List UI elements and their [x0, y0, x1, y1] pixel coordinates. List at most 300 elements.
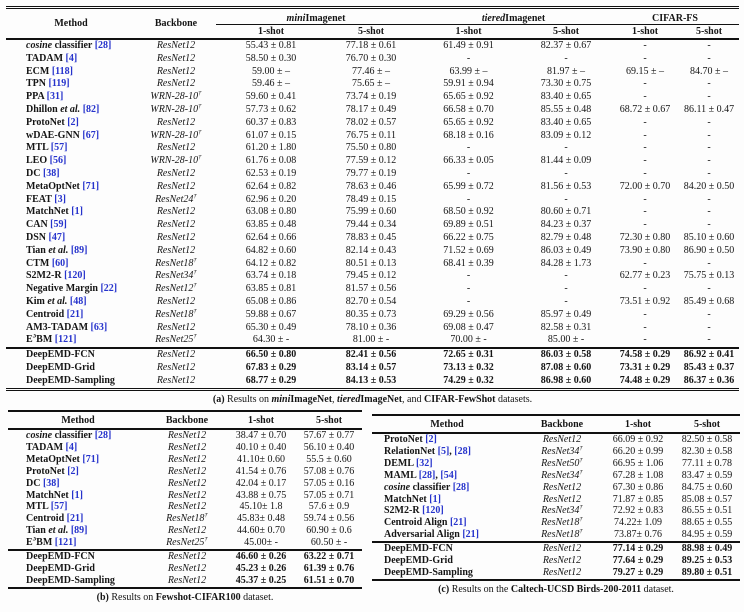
- table-row: [6, 270, 739, 283]
- method-cell: CAN [59]: [26, 219, 67, 231]
- value-cell: -: [564, 142, 568, 154]
- table-b-caption: (b) Results on Fewshot-CIFAR100 dataset.: [96, 591, 274, 603]
- citation-link[interactable]: [82]: [82, 103, 100, 115]
- header-row: [8, 411, 362, 429]
- value-cell: 71.52 ± 0.69: [443, 244, 494, 256]
- backbone-cell: ResNet12: [542, 555, 582, 567]
- value-cell: 79.27 ± 0.29: [612, 566, 664, 578]
- method-cell: Tian et al. [89]: [26, 525, 88, 537]
- value-cell: 84.28 ± 1.73: [540, 257, 592, 269]
- method-cell: MTL [57]: [26, 142, 68, 154]
- backbone-cell: ResNet12: [167, 430, 207, 441]
- value-cell: 60.50 ± -: [310, 537, 348, 549]
- value-cell: 45.00± -: [244, 537, 278, 549]
- value-cell: 78.10 ± 0.36: [345, 321, 397, 333]
- backbone-cell: ResNet18†: [155, 257, 197, 269]
- table-row: [6, 375, 739, 389]
- backbone-cell: ResNet34†: [541, 445, 583, 457]
- backbone-cell: ResNet12: [156, 321, 196, 333]
- value-cell: 46.60 ± 0.26: [226, 550, 296, 563]
- backbone-cell: ResNet34†: [541, 469, 583, 481]
- value-cell: 63.74 ± 0.18: [245, 270, 297, 282]
- citation-link[interactable]: [56]: [49, 155, 67, 167]
- citation-link[interactable]: [48]: [69, 295, 87, 307]
- citation-link[interactable]: [22]: [100, 283, 118, 295]
- table-row: [8, 490, 362, 502]
- backbone-cell: ResNet12: [542, 566, 582, 578]
- group-header-tieredimagenet: tieredImagenet: [416, 8, 611, 25]
- table-row: [8, 478, 362, 490]
- method-cell: S2M2-R [120]: [26, 270, 86, 282]
- citation-link[interactable]: [28]: [418, 469, 436, 481]
- citation-link[interactable]: [28]: [94, 40, 112, 51]
- column-header-1shot: 1-shot: [216, 25, 326, 40]
- value-cell: 70.00 ± -: [450, 334, 487, 346]
- table-row: [372, 517, 740, 529]
- value-cell: -: [707, 321, 711, 333]
- table-row: [6, 130, 739, 143]
- citation-link[interactable]: [1]: [429, 493, 441, 505]
- value-cell: 55.5 ± 0.60: [306, 453, 352, 465]
- value-cell: 77.59 ± 0.12: [345, 155, 397, 167]
- value-cell: -: [643, 308, 647, 320]
- value-cell: 71.87 ± 0.85: [612, 493, 664, 505]
- value-cell: -: [466, 295, 471, 307]
- value-cell: 83.47 ± 0.59: [681, 469, 733, 481]
- value-cell: 77.64 ± 0.29: [612, 555, 664, 567]
- value-cell: 63.85 ± 0.48: [245, 219, 297, 231]
- value-cell: -: [643, 116, 647, 128]
- value-cell: 82.37 ± 0.67: [540, 40, 592, 51]
- value-cell: 59.60 ± 0.41: [245, 91, 297, 103]
- value-cell: 62.96 ± 0.20: [245, 193, 297, 205]
- method-cell: RelationNet [5], [28]: [384, 445, 471, 457]
- method-cell: DEML [32]: [384, 457, 433, 469]
- value-cell: 59.46 ± –: [252, 78, 290, 90]
- method-cell: MTL [57]: [26, 501, 68, 513]
- value-cell: 86.98 ± 0.60: [540, 374, 592, 386]
- citation-link[interactable]: [21]: [66, 513, 84, 525]
- value-cell: 64.82 ± 0.60: [245, 244, 297, 256]
- table-row: [372, 529, 740, 542]
- value-cell: 63.99 ± –: [449, 65, 488, 77]
- value-cell: -: [466, 270, 471, 282]
- value-cell: 82.50 ± 0.58: [681, 434, 733, 445]
- table-row: [8, 429, 362, 442]
- method-cell: ProtoNet [2]: [384, 434, 437, 445]
- table-row: [8, 454, 362, 466]
- backbone-cell: WRN-28-10†: [150, 103, 202, 115]
- value-cell: 62.53 ± 0.19: [245, 167, 297, 179]
- value-cell: 60.90 ± 0.6: [306, 525, 352, 537]
- citation-link[interactable]: [59]: [50, 219, 67, 231]
- column-header-method: Method: [8, 411, 148, 429]
- citation-link[interactable]: [38]: [42, 167, 60, 179]
- value-cell: 74.48 ± 0.29: [619, 374, 671, 386]
- backbone-cell: ResNet12: [167, 525, 207, 537]
- column-header-5shot: 5-shot: [679, 25, 739, 40]
- backbone-cell: ResNet12: [167, 441, 207, 453]
- value-cell: 82.30 ± 0.58: [681, 445, 733, 457]
- table-row: [372, 470, 740, 482]
- value-cell: 83.14 ± 0.57: [345, 361, 397, 373]
- citation-link[interactable]: [4]: [65, 441, 78, 453]
- backbone-cell: ResNet12: [156, 40, 196, 51]
- value-cell: -: [707, 206, 711, 218]
- value-cell: -: [643, 78, 647, 90]
- citation-link[interactable]: [60]: [51, 257, 69, 269]
- value-cell: 61.20 ± 1.80: [245, 142, 297, 154]
- citation-link[interactable]: [57]: [50, 142, 68, 154]
- value-cell: -: [564, 52, 568, 64]
- value-cell: -: [643, 219, 647, 231]
- value-cell: 65.65 ± 0.92: [443, 91, 494, 103]
- method-cell: S2M2-R [120]: [384, 505, 444, 517]
- method-cell: cosine classifier [28]: [26, 430, 112, 441]
- value-cell: 73.13 ± 0.32: [443, 361, 494, 373]
- value-cell: -: [707, 219, 711, 231]
- value-cell: -: [643, 206, 647, 218]
- citation-link[interactable]: [67]: [82, 129, 100, 141]
- value-cell: 76.75 ± 0.11: [345, 129, 397, 141]
- column-header-backbone: Backbone: [522, 415, 602, 433]
- value-cell: 82.70 ± 0.54: [345, 295, 397, 307]
- value-cell: 72.30 ± 0.80: [619, 231, 671, 243]
- value-cell: 87.08 ± 0.60: [540, 361, 592, 373]
- value-cell: 65.99 ± 0.72: [443, 180, 494, 192]
- column-header-method: Method: [6, 8, 136, 40]
- backbone-cell: ResNet12: [156, 374, 196, 386]
- method-cell: ECM [118]: [26, 65, 73, 77]
- citation-link[interactable]: [32]: [415, 457, 433, 469]
- table-row: [6, 322, 739, 335]
- value-cell: 61.07 ± 0.15: [245, 129, 297, 141]
- column-header-backbone: Backbone: [136, 8, 216, 40]
- backbone-cell: ResNet12†: [155, 283, 197, 295]
- value-cell: 68.50 ± 0.92: [443, 206, 494, 218]
- backbone-cell: ResNet12: [167, 501, 207, 513]
- value-cell: -: [707, 308, 711, 320]
- value-cell: 67.30 ± 0.86: [612, 481, 664, 493]
- value-cell: 59.88 ± 0.67: [245, 308, 297, 320]
- value-cell: 86.03 ± 0.49: [540, 244, 592, 256]
- value-cell: 73.74 ± 0.19: [345, 91, 397, 103]
- column-header-5shot: 5-shot: [296, 411, 362, 429]
- group-header-row: [6, 8, 739, 25]
- value-cell: 68.41 ± 0.39: [443, 257, 494, 269]
- value-cell: 75.75 ± 0.13: [683, 270, 735, 282]
- method-cell: Kim et al. [48]: [26, 295, 87, 307]
- method-cell: DeepEMD-Grid: [384, 555, 453, 567]
- value-cell: 81.97 ± –: [547, 65, 585, 77]
- citation-link[interactable]: [71]: [82, 180, 100, 192]
- backbone-cell: ResNet18†: [155, 308, 197, 320]
- table-row: [8, 466, 362, 478]
- value-cell: 45.23 ± 0.26: [235, 562, 287, 574]
- citation-link[interactable]: [47]: [48, 231, 66, 243]
- citation-link[interactable]: [1]: [71, 206, 83, 218]
- citation-link[interactable]: [121]: [54, 537, 77, 549]
- value-cell: 65.30 ± 0.49: [245, 321, 297, 333]
- citation-link[interactable]: [38]: [42, 477, 60, 489]
- backbone-cell: ResNet12: [167, 465, 207, 477]
- table-row: [6, 66, 739, 79]
- method-cell: MatchNet [1]: [26, 489, 83, 501]
- value-cell: 38.47 ± 0.70: [235, 430, 287, 441]
- value-cell: 81.57 ± 0.56: [345, 283, 397, 295]
- method-cell: Centroid [21]: [26, 308, 84, 320]
- value-cell: 66.58 ± 0.70: [443, 103, 494, 115]
- citation-link[interactable]: [3]: [54, 193, 66, 205]
- backbone-cell: ResNet12: [156, 361, 196, 373]
- citation-link[interactable]: [5]: [437, 445, 450, 457]
- citation-link[interactable]: [63]: [90, 321, 108, 333]
- results-table-c-section: [372, 414, 740, 596]
- value-cell: 69.29 ± 0.56: [443, 308, 494, 320]
- value-cell: -: [466, 193, 471, 205]
- method-cell: DeepEMD-Sampling: [26, 574, 115, 586]
- backbone-cell: ResNet25†: [155, 334, 197, 346]
- value-cell: 57.08 ± 0.76: [303, 465, 355, 477]
- method-cell: MAML [28], [54]: [384, 469, 458, 481]
- value-cell: 74.22± 1.09: [614, 517, 662, 529]
- citation-link[interactable]: [89]: [70, 244, 88, 256]
- value-cell: 56.10 ± 0.40: [303, 441, 355, 453]
- value-cell: 59.91 ± 0.94: [443, 78, 494, 90]
- citation-link[interactable]: [89]: [70, 525, 88, 537]
- backbone-cell: ResNet34†: [155, 270, 197, 282]
- table-row: [8, 513, 362, 525]
- backbone-cell: ResNet12: [542, 434, 582, 445]
- backbone-cell: ResNet18†: [166, 513, 208, 525]
- value-cell: 72.00 ± 0.70: [619, 180, 671, 192]
- value-cell: 81.00 ± -: [352, 334, 390, 346]
- value-cell: -: [643, 155, 647, 167]
- backbone-cell: ResNet12: [136, 348, 216, 362]
- value-cell: -: [707, 142, 711, 154]
- value-cell: 75.99 ± 0.60: [345, 206, 397, 218]
- method-cell: TPN [119]: [26, 78, 70, 90]
- value-cell: -: [643, 257, 647, 269]
- method-cell: DeepEMD-FCN: [8, 550, 148, 563]
- method-cell: ProtoNet [2]: [26, 116, 79, 128]
- value-cell: 57.05 ± 0.71: [303, 489, 355, 501]
- value-cell: 79.45 ± 0.12: [345, 270, 397, 282]
- value-cell: 83.40 ± 0.65: [540, 116, 592, 128]
- backbone-cell: ResNet12: [156, 244, 196, 256]
- value-cell: -: [707, 193, 711, 205]
- table-row: [6, 258, 739, 271]
- backbone-cell: ResNet12: [156, 295, 196, 307]
- value-cell: -: [707, 283, 711, 295]
- table-row: [372, 505, 740, 517]
- value-cell: -: [643, 193, 647, 205]
- value-cell: -: [707, 129, 711, 141]
- citation-link[interactable]: [119]: [48, 78, 70, 90]
- citation-link[interactable]: [21]: [66, 308, 84, 320]
- value-cell: 63.85 ± 0.81: [245, 283, 297, 295]
- method-cell: DeepEMD-Grid: [26, 361, 95, 373]
- backbone-cell: ResNet12: [542, 493, 582, 505]
- value-cell: 66.95 ± 1.06: [612, 457, 664, 469]
- backbone-cell: ResNet25†: [166, 537, 208, 549]
- column-header-1shot: 1-shot: [611, 25, 679, 40]
- citation-link[interactable]: [71]: [82, 453, 100, 465]
- value-cell: 85.43 ± 0.37: [683, 361, 735, 373]
- value-cell: -: [643, 91, 647, 103]
- value-cell: 84.13 ± 0.53: [345, 374, 397, 386]
- column-header-backbone: Backbone: [148, 411, 226, 429]
- value-cell: -: [564, 193, 568, 205]
- table-row: [6, 219, 739, 232]
- method-cell: Dhillon et al. [82]: [26, 103, 100, 115]
- value-cell: 63.08 ± 0.80: [245, 206, 297, 218]
- value-cell: 83.09 ± 0.12: [540, 129, 592, 141]
- value-cell: 82.41 ± 0.56: [326, 348, 416, 362]
- table-row: [372, 433, 740, 446]
- value-cell: 67.28 ± 1.08: [612, 469, 664, 481]
- value-cell: 41.54 ± 0.76: [235, 465, 287, 477]
- value-cell: 57.6 ± 0.9: [308, 501, 350, 513]
- value-cell: 84.70 ± –: [690, 65, 729, 77]
- value-cell: 65.65 ± 0.92: [443, 116, 494, 128]
- value-cell: 73.31 ± 0.29: [619, 361, 671, 373]
- table-row: [372, 446, 740, 458]
- value-cell: 68.72 ± 0.67: [619, 103, 671, 115]
- table-row: [6, 39, 739, 53]
- backbone-cell: ResNet12: [542, 481, 582, 493]
- table-row: [6, 206, 739, 219]
- method-cell: cosine classifier [28]: [384, 481, 470, 493]
- value-cell: 66.50 ± 0.80: [216, 348, 326, 362]
- method-cell: DSN [47]: [26, 231, 66, 243]
- value-cell: 66.33 ± 0.05: [443, 155, 494, 167]
- value-cell: 66.09 ± 0.92: [612, 434, 664, 445]
- value-cell: 80.35 ± 0.73: [345, 308, 397, 320]
- results-table-c: [372, 414, 740, 581]
- value-cell: 73.51 ± 0.92: [619, 295, 671, 307]
- value-cell: 43.88 ± 0.75: [235, 489, 287, 501]
- citation-link[interactable]: [28]: [452, 481, 470, 493]
- table-row: [372, 555, 740, 567]
- table-row: [8, 525, 362, 537]
- citation-link[interactable]: [120]: [64, 270, 86, 282]
- value-cell: -: [707, 167, 711, 179]
- value-cell: 61.39 ± 0.76: [303, 562, 355, 574]
- citation-link[interactable]: [2]: [425, 434, 437, 445]
- value-cell: 61.49 ± 0.91: [443, 40, 494, 51]
- value-cell: 74.29 ± 0.32: [443, 374, 494, 386]
- value-cell: -: [564, 283, 568, 295]
- table-row: [6, 78, 739, 91]
- value-cell: 78.17 ± 0.49: [345, 103, 397, 115]
- value-cell: 59.00 ± –: [252, 65, 290, 77]
- value-cell: 63.22 ± 0.71: [296, 550, 362, 563]
- backbone-cell: WRN-28-10†: [150, 155, 202, 167]
- column-header-5shot: 5-shot: [326, 25, 416, 40]
- citation-link[interactable]: [120]: [422, 505, 444, 517]
- value-cell: -: [564, 270, 568, 282]
- citation-link[interactable]: [21]: [462, 529, 480, 541]
- value-cell: -: [466, 167, 471, 179]
- value-cell: 86.37 ± 0.36: [683, 374, 735, 386]
- value-cell: 58.50 ± 0.30: [245, 52, 297, 64]
- table-row: [6, 142, 739, 155]
- table-c-caption: (c) Results on the Caltech-UCSD Birds-200-2011 dataset.: [438, 583, 674, 595]
- value-cell: 67.83 ± 0.29: [245, 361, 297, 373]
- citation-link[interactable]: [1]: [71, 489, 83, 501]
- citation-link[interactable]: [4]: [65, 52, 78, 64]
- citation-link[interactable]: [2]: [67, 465, 79, 477]
- backbone-cell: ResNet12: [167, 562, 207, 574]
- value-cell: 62.64 ± 0.66: [245, 231, 297, 243]
- citation-link[interactable]: [118]: [51, 65, 73, 77]
- column-header-1shot: 1-shot: [226, 411, 296, 429]
- value-cell: 66.20 ± 0.99: [612, 445, 664, 457]
- table-row: [6, 309, 739, 322]
- citation-link[interactable]: [28]: [454, 445, 471, 457]
- value-cell: 61.76 ± 0.08: [245, 155, 297, 167]
- value-cell: 69.89 ± 0.51: [443, 219, 494, 231]
- method-cell: wDAE-GNN [67]: [26, 129, 100, 141]
- table-row: [8, 501, 362, 513]
- value-cell: 72.65 ± 0.31: [416, 348, 521, 362]
- citation-link[interactable]: [54]: [440, 469, 458, 481]
- value-cell: 64.30 ± -: [252, 334, 290, 346]
- column-header-1shot: 1-shot: [602, 415, 674, 433]
- table-row: [372, 494, 740, 506]
- value-cell: 85.10 ± 0.60: [683, 231, 735, 243]
- value-cell: 86.11 ± 0.47: [683, 103, 735, 115]
- value-cell: 85.08 ± 0.57: [681, 493, 733, 505]
- value-cell: 80.60 ± 0.71: [540, 206, 592, 218]
- citation-link[interactable]: [28]: [94, 430, 112, 441]
- table-row: [372, 567, 740, 580]
- value-cell: 73.90 ± 0.80: [619, 244, 671, 256]
- value-cell: 73.87± 0.76: [614, 529, 662, 541]
- value-cell: 78.02 ± 0.57: [345, 116, 397, 128]
- value-cell: 85.55 ± 0.48: [540, 103, 592, 115]
- value-cell: 60.37 ± 0.83: [245, 116, 297, 128]
- method-cell: Centroid Align [21]: [384, 517, 467, 529]
- citation-link[interactable]: [57]: [50, 501, 68, 513]
- table-row: [6, 168, 739, 181]
- citation-link[interactable]: [31]: [46, 91, 64, 103]
- citation-link[interactable]: [21]: [449, 517, 467, 529]
- value-cell: 80.51 ± 0.13: [345, 257, 397, 269]
- method-cell: DeepEMD-Sampling: [384, 566, 473, 578]
- value-cell: 86.92 ± 0.41: [679, 348, 739, 362]
- method-cell: LEO [56]: [26, 155, 67, 167]
- backbone-cell: ResNet12: [156, 52, 196, 64]
- value-cell: 74.58 ± 0.29: [611, 348, 679, 362]
- backbone-cell: WRN-28-10†: [150, 91, 202, 103]
- value-cell: -: [643, 167, 647, 179]
- table-row: [8, 563, 362, 575]
- value-cell: 73.30 ± 0.75: [540, 78, 592, 90]
- table-row: [6, 296, 739, 309]
- table-row: [6, 194, 739, 207]
- citation-link[interactable]: [121]: [54, 334, 77, 346]
- value-cell: -: [466, 52, 471, 64]
- value-cell: 79.44 ± 0.34: [345, 219, 397, 231]
- method-cell: DeepEMD-Grid: [26, 562, 95, 574]
- header-row: [372, 415, 740, 433]
- backbone-cell: ResNet18†: [541, 517, 583, 529]
- citation-link[interactable]: [2]: [67, 116, 79, 128]
- value-cell: 65.08 ± 0.86: [245, 295, 297, 307]
- backbone-cell: ResNet12: [167, 574, 207, 586]
